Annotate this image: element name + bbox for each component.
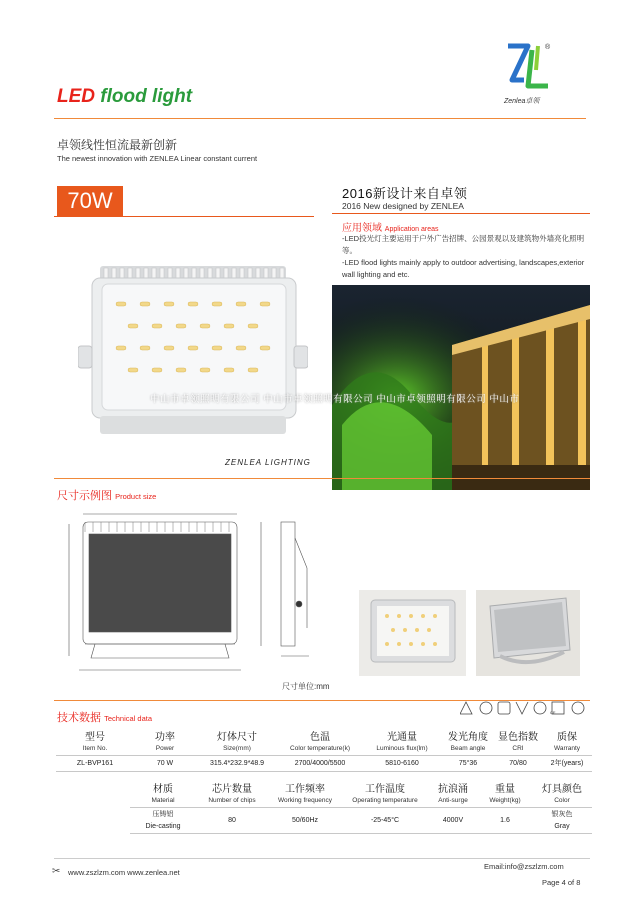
th-cri-en: CRI [494,743,542,755]
td-temperature: -25-45°C [342,807,428,833]
scissors-icon: ✂ [52,866,61,877]
brand-lighting-label: ZENLEA LIGHTING [225,458,311,467]
application-text-en: -LED flood lights mainly apply to outdoor advertising, landscapes,exterior wall lighting and etc. [342,258,585,279]
header-rule [54,118,586,119]
product-side-thumbnail [476,590,580,676]
td-item: ZL-BVP161 [56,755,134,771]
application-title-en: Application areas [384,226,439,233]
page-number: Page 4 of 8 [542,878,581,887]
subtitle-cn: 卓领线性恒流最新创新 [57,138,178,152]
td-color-cn: 银灰色 [551,811,573,819]
subtitle-en: The newest innovation with ZENLEA Linear constant current [57,154,258,163]
design-rule [332,213,590,214]
td-cct: 2700/4000/5500 [278,755,362,771]
th-warranty-cn: 质保 [557,732,577,743]
footer-websites: www.zszlzm.com www.zenlea.net [68,868,180,877]
th-cri-cn: 显色指数 [498,732,538,743]
size-rule [54,478,590,479]
th-weight-en: Weight(kg) [478,795,532,807]
dimension-unit-label: 尺寸单位:mm [282,682,330,691]
watermark-text: 中山市卓领照明有限公司 中山市卓领照明有限公司 中山市卓领照明有限公司 中山市 [150,394,520,405]
th-frequency-cn: 工作频率 [285,784,325,795]
td-size: 315.4*232.9*48.9 [196,755,278,771]
th-lumen-cn: 光通量 [387,732,417,743]
th-weight-cn: 重量 [495,784,515,795]
technical-data-title-en: Technical data [104,714,153,723]
technical-data-title-cn: 技术数据 [57,712,101,724]
th-temperature-en: Operating temperature [342,795,428,807]
certification-icons [460,700,590,716]
td-chips: 80 [196,807,268,833]
footer-rule [54,858,590,859]
spec-table-2 [130,780,592,834]
cert-ce-label: CE [550,710,556,715]
th-item-en: Item No. [56,743,134,755]
th-beam-cn: 发光角度 [448,732,488,743]
td-frequency: 50/60Hz [268,807,342,833]
th-warranty-en: Warranty [542,743,592,755]
th-chips-en: Number of chips [196,795,268,807]
th-lumen-en: Luminous flux(lm) [362,743,442,755]
product-size-title-en: Product size [115,492,157,501]
th-color-cn: 灯具颜色 [542,784,582,795]
td-material-en: Die-casting [130,821,196,833]
td-material-cn: 压铸铝 [152,811,174,819]
page-title-led: LED [57,86,95,107]
th-power-en: Power [134,743,196,755]
product-front-thumbnail [359,590,466,676]
th-chips-cn: 芯片数量 [212,784,252,795]
registered-mark: ® [545,44,551,51]
td-lumen: 5810-6160 [362,755,442,771]
application-title-cn: 应用领域 [342,223,382,234]
td-power: 70 W [134,755,196,771]
flood-light-product-image [78,262,308,450]
page-title-rest: flood light [95,86,193,107]
td-beam: 75°36 [442,755,494,771]
td-cri: 70/80 [494,755,542,771]
page-title [57,86,192,108]
application-text [342,233,592,281]
th-temperature-cn: 工作温度 [365,784,405,795]
th-material-en: Material [130,795,196,807]
wattage-rule [54,216,314,217]
design-title-cn: 2016新设计来自卓领 [342,186,468,201]
th-item-cn: 型号 [85,732,105,743]
td-color-en: Gray [532,821,592,833]
application-scene-image [332,285,590,490]
th-color-en: Color [532,795,592,807]
td-weight: 1.6 [478,807,532,833]
product-size-title-cn: 尺寸示例图 [57,490,112,502]
th-beam-en: Beam angle [442,743,494,755]
th-material-cn: 材质 [153,784,173,795]
design-title-en: 2016 New designed by ZENLEA [342,201,464,211]
th-size-cn: 灯体尺寸 [217,732,257,743]
application-text-cn: -LED投光灯主要运用于户外广告招牌、公园景观以及建筑物外墙亮化照明等。 [342,234,585,255]
th-size-en: Size(mm) [196,743,278,755]
product-size-title [57,487,156,503]
th-power-cn: 功率 [155,732,175,743]
th-surge-cn: 抗浪涌 [438,784,468,795]
th-surge-en: Anti-surge [428,795,478,807]
th-cct-cn: 色温 [310,732,330,743]
application-title [342,219,438,234]
logo-wordmark: Zenlea卓领 [504,98,540,105]
footer-email: Email:info@zszlzm.com [484,862,564,871]
td-warranty: 2年(years) [542,755,592,771]
td-surge: 4000V [428,807,478,833]
spec-table-1 [56,728,592,772]
dimension-drawing [55,508,345,678]
th-frequency-en: Working frequency [268,795,342,807]
technical-data-title [57,709,152,725]
wattage-badge: 70W [57,186,123,216]
th-cct-en: Color temperature(k) [278,743,362,755]
